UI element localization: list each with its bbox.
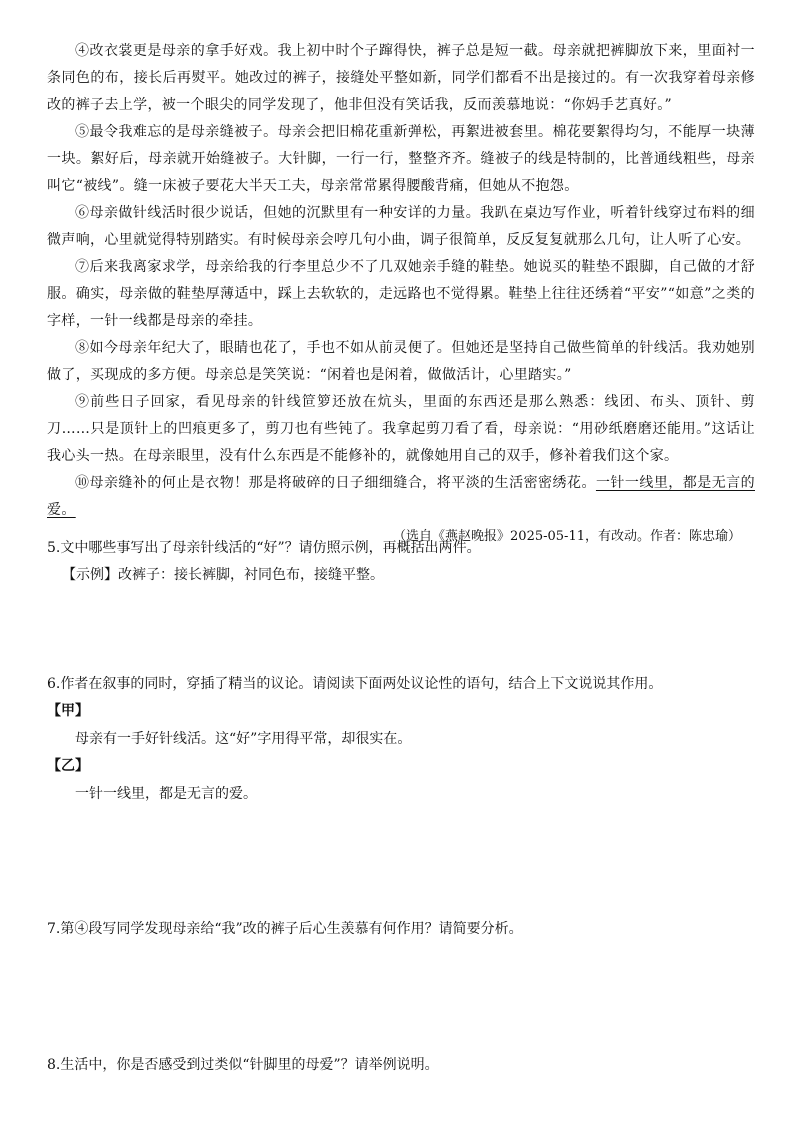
underlined-sentence: 一针一线里，都是无言的爱。 <box>47 475 755 518</box>
paragraph-10-text: ⑩母亲缝补的何止是衣物！那是将破碎的日子细细缝合，将平淡的生活密密绣花。 <box>75 475 596 491</box>
question-8: 8.生活中，你是否感受到过类似“针脚里的母爱”？请举例说明。 <box>47 1057 439 1073</box>
paragraph-8: ⑧如今母亲年纪大了，眼睛也花了，手也不如从前灵便了。但她还是坚持自己做些简单的针线活。我劝她别做了，买现成的多方便。母亲总是笑笑说：“闲着也是闲着，做做活计，心里踏实。” <box>47 340 755 383</box>
paragraph-10 <box>47 470 755 524</box>
label-jia: 【甲】 <box>47 703 89 719</box>
question-6: 6.作者在叙事的同时，穿插了精当的议论。请阅读下面两处议论性的语句，结合上下文说说其作用。 <box>47 676 663 692</box>
paragraph-4: ④改衣裳更是母亲的拿手好戏。我上初中时个子蹿得快，裤子总是短一截。母亲就把裤脚放下来，里面衬一条同色的布，接长后再熨平。她改过的裤子，接缝处平整如新，同学们都看不出是接过的。有一次我穿着母亲修改的裤子去上学，被一个眼尖的同学发现了，他非但没有笑话我，反而羡慕地说：“你妈手艺真好。” <box>47 43 755 113</box>
sentence-jia: 母亲有一手好针线活。这“好”字用得平常，却很实在。 <box>75 731 412 747</box>
question-5-example: 【示例】改裤子：接长裤脚，衬同色布，接缝平整。 <box>62 567 384 583</box>
paragraph-5: ⑤最令我难忘的是母亲缝被子。母亲会把旧棉花重新弹松，再絮进被套里。棉花要絮得均匀，不能厚一块薄一块。絮好后，母亲就开始缝被子。大针脚，一行一行，整整齐齐。缝被子的线是特制的，比普通线粗些，母亲叫它“被线”。缝一床被子要花大半天工夫，母亲常常累得腰酸背痛，但她从不抱怨。 <box>47 124 755 194</box>
paragraph-7: ⑦后来我离家求学，母亲给我的行李里总少不了几双她亲手缝的鞋垫。她说买的鞋垫不跟脚，自己做的才舒服。确实，母亲做的鞋垫厚薄适中，踩上去软软的，走远路也不觉得累。鞋垫上往往还绣着“平安”“如意”之类的字样，一针一线都是母亲的牵挂。 <box>47 259 755 329</box>
source-citation: （选自《燕赵晚报》2025-05-11，有改动。作者：陈忠瑜） <box>393 529 741 544</box>
sentence-yi: 一针一线里，都是无言的爱。 <box>75 786 257 802</box>
question-5: 5.文中哪些事写出了母亲针线活的“好”？请仿照示例，再概括出两件。 <box>47 540 481 556</box>
paragraph-6: ⑥母亲做针线活时很少说话，但她的沉默里有一种安详的力量。我趴在桌边写作业，听着针线穿过布料的细微声响，心里就觉得特别踏实。有时候母亲会哼几句小曲，调子很简单，反反复复就那么几句，让人听了心安。 <box>47 205 755 248</box>
label-yi: 【乙】 <box>47 758 89 774</box>
paragraph-9: ⑨前些日子回家，看见母亲的针线笸箩还放在炕头，里面的东西还是那么熟悉：线团、布头、顶针、剪刀……只是顶针上的凹痕更多了，剪刀也有些钝了。我拿起剪刀看了看，母亲说：“用砂纸磨磨还能用。”这话让我心头一热。在母亲眼里，没有什么东西是不能修补的，就像她用自己的双手，修补着我们这个家。 <box>47 394 755 464</box>
question-7: 7.第④段写同学发现母亲给“我”改的裤子后心生羡慕有何作用？请简要分析。 <box>47 921 523 937</box>
reading-passage <box>47 38 755 549</box>
